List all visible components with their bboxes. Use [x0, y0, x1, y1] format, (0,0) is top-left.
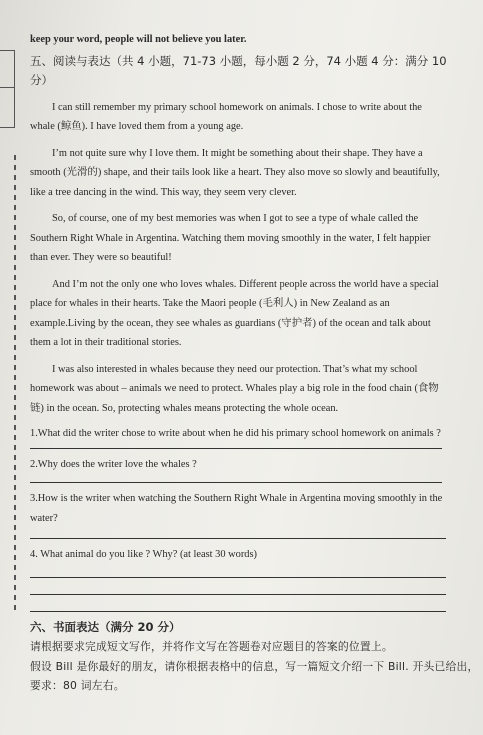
passage-paragraph-3 [30, 209, 476, 268]
question-3 [30, 489, 476, 539]
passage-line: than ever. They were so beautiful! [30, 252, 172, 263]
binding-dot [14, 195, 16, 200]
passage-line: And I’m not the only one who loves whales. Different people across the world have a special [52, 278, 439, 290]
section6-prompt: 假设 Bill 是你最好的朋友，请你根据表格中的信息，写一篇短文介绍一下 Bill. 开头已给出， [30, 659, 479, 673]
binding-dot [14, 345, 16, 350]
passage-paragraph-4 [30, 275, 476, 353]
binding-dot [14, 185, 16, 190]
binding-dot [14, 555, 16, 560]
binding-dot [14, 295, 16, 300]
binding-dot [14, 445, 16, 450]
binding-dot [14, 355, 16, 360]
binding-dot [14, 365, 16, 370]
binding-dot [14, 325, 16, 330]
binding-dot [14, 475, 16, 480]
section6-heading: 六、书面表达（满分 20 分） [30, 619, 181, 634]
binding-dot [14, 435, 16, 440]
binding-dot [14, 155, 16, 160]
question-2-text: 2.Why does the writer love the whales ? [30, 458, 197, 470]
binding-dot [14, 215, 16, 220]
passage-line: like a tree dancing in the wind. This way, they seem very clever. [30, 186, 297, 198]
worksheet-content [30, 30, 479, 696]
section5-heading: 五、阅读与表达（共 4 小题，71-73 小题，每小题 2 分，74 小题 4 分：满分 10 [30, 53, 447, 68]
section6 [30, 618, 479, 696]
binding-dot [14, 225, 16, 230]
binding-dot [14, 425, 16, 430]
answer-line[interactable] [30, 538, 446, 539]
passage-line: place for whales in their hearts. Take the Maori people (毛利人) in New Zealand as an [30, 298, 390, 309]
binding-dot [14, 505, 16, 510]
binding-dot [14, 245, 16, 250]
binding-dot [14, 575, 16, 580]
passage-line: I’m not quite sure why I love them. It might be something about their shape. They have a [52, 147, 423, 159]
binding-dot [14, 405, 16, 410]
binding-dot [14, 305, 16, 310]
answer-line[interactable] [30, 594, 446, 595]
previous-passage-end: keep your word, people will not believe you later. [30, 34, 247, 45]
passage-line: I can still remember my primary school homework on animals. I chose to write about the [52, 101, 422, 113]
binding-dot [14, 375, 16, 380]
binding-dot [14, 285, 16, 290]
passage-line: Southern Right Whale in Argentina. Watching them moving smoothly in the water, I felt happier [30, 232, 431, 244]
question-4-text: 4. What animal do you like ? Why? (at least 30 words) [30, 549, 257, 560]
binding-dot [14, 395, 16, 400]
margin-box [0, 50, 15, 128]
passage-line: example.Living by the ocean, they see whales as guardians (守护者) of the ocean and talk about [30, 317, 431, 329]
passage-line: I was also interested in whales because they need our protection. That’s what my school [52, 363, 418, 375]
question-1-text: 1.What did the writer chose to write about when he did his primary school homework on animals ? [30, 428, 441, 439]
passage-line: whale (鲸鱼). I have loved them from a young age. [30, 121, 244, 132]
question-1 [30, 424, 476, 449]
section6-requirement: 要求：80 词左右。 [30, 679, 125, 692]
binding-dot [14, 255, 16, 260]
binding-dot [14, 175, 16, 180]
binding-dot [14, 265, 16, 270]
binding-dot [14, 525, 16, 530]
binding-dot [14, 385, 16, 390]
binding-dot [14, 495, 16, 500]
binding-dot [14, 465, 16, 470]
margin-box-divider [0, 87, 14, 88]
question-3-text-cont: water? [30, 512, 58, 524]
binding-dot [14, 535, 16, 540]
binding-dot [14, 585, 16, 590]
passage-paragraph-5 [30, 360, 476, 419]
answer-line[interactable] [30, 448, 442, 449]
binding-dot [14, 205, 16, 210]
answer-line[interactable] [30, 482, 442, 483]
passage-paragraph-2 [30, 144, 476, 203]
binding-dot [14, 335, 16, 340]
passage-line: So, of course, one of my best memories was when I got to see a type of whale called the [52, 213, 419, 224]
passage-line: homework was about – animals we need to protect. Whales play a big role in the food chain (食物 [30, 383, 439, 394]
binding-dot [14, 605, 16, 610]
binding-dot [14, 165, 16, 170]
section5-heading-cont: 分） [30, 73, 53, 87]
passage-line: 链) in the ocean. So, protecting whales means protecting the whole ocean. [30, 402, 339, 414]
binding-dot [14, 545, 16, 550]
binding-dot [14, 515, 16, 520]
binding-dot [14, 455, 16, 460]
passage-line: them a lot in their traditional stories. [30, 337, 182, 348]
question-2 [30, 455, 476, 484]
binding-dot [14, 315, 16, 320]
passage-paragraph-1 [30, 98, 476, 137]
answer-line[interactable] [30, 611, 446, 612]
binding-dot [14, 595, 16, 600]
question-4 [30, 545, 476, 612]
question-3-text: 3.How is the writer when watching the Southern Right Whale in Argentina moving smoothly in the [30, 493, 443, 504]
answer-line[interactable] [30, 577, 446, 578]
binding-dot [14, 565, 16, 570]
binding-dotted-line [14, 155, 18, 615]
binding-dot [14, 275, 16, 280]
passage-line: smooth (光滑的) shape, and their tails look like a heart. They also move so slowly and beautifully, [30, 167, 440, 178]
section6-instruction: 请根据要求完成短文写作，并将作文写在答题卷对应题目的答案的位置上。 [30, 640, 393, 653]
binding-dot [14, 415, 16, 420]
binding-dot [14, 485, 16, 490]
binding-dot [14, 235, 16, 240]
